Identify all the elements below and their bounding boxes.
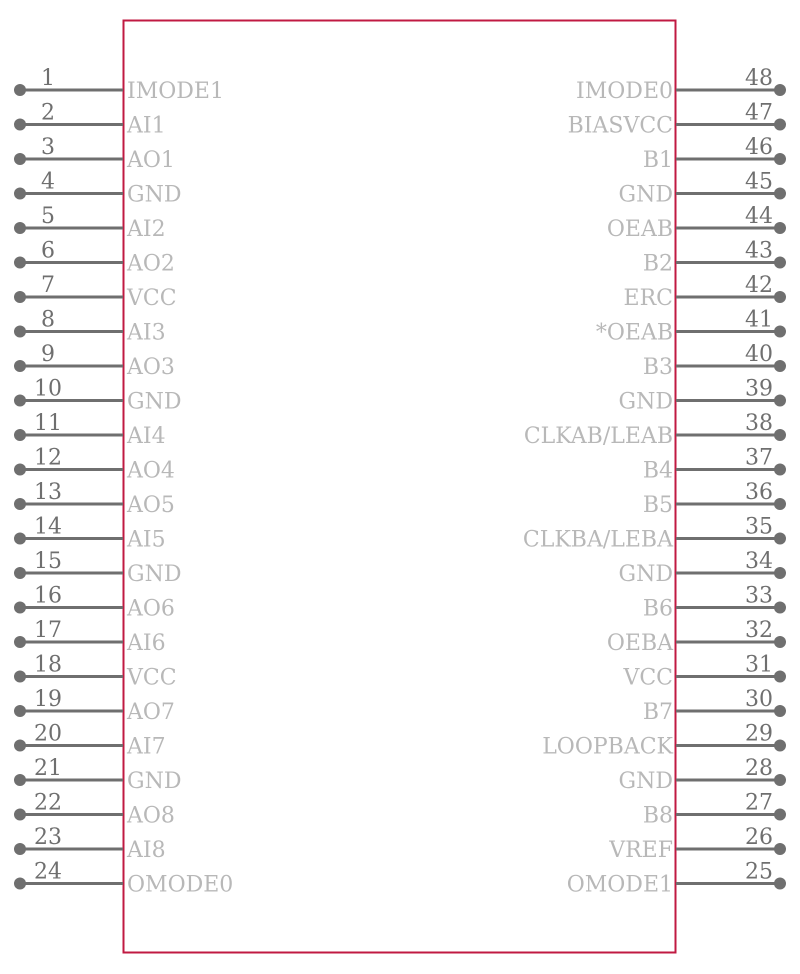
pin-16 bbox=[14, 584, 175, 622]
pin-number: 16 bbox=[34, 583, 62, 609]
pin-number: 32 bbox=[745, 618, 773, 643]
pin-44 bbox=[607, 204, 786, 242]
pin-endpoint-dot bbox=[774, 464, 786, 476]
pin-name: CLKBA/LEBA bbox=[522, 527, 673, 553]
pin-number: 42 bbox=[745, 273, 773, 298]
pin-34 bbox=[619, 549, 786, 587]
pin-endpoint-dot bbox=[14, 464, 26, 476]
pin-number: 47 bbox=[745, 100, 773, 126]
pin-number: 37 bbox=[745, 445, 773, 471]
pin-endpoint-dot bbox=[14, 84, 26, 96]
pin-endpoint-dot bbox=[14, 153, 26, 165]
pin-endpoint-dot bbox=[14, 567, 26, 579]
pin-20 bbox=[14, 722, 166, 760]
pin-endpoint-dot bbox=[14, 188, 26, 200]
pin-2 bbox=[14, 101, 166, 139]
pin-number: 31 bbox=[745, 652, 773, 678]
pin-name: GND bbox=[127, 562, 182, 587]
pin-name: AI2 bbox=[127, 217, 166, 242]
pin-name: ERC bbox=[623, 286, 673, 311]
pin-name: AO1 bbox=[127, 148, 175, 173]
pin-endpoint-dot bbox=[14, 809, 26, 821]
pin-42 bbox=[624, 273, 786, 311]
pin-number: 10 bbox=[34, 376, 62, 402]
pin-number: 17 bbox=[34, 618, 62, 643]
pin-name: GND bbox=[127, 182, 182, 208]
pin-number: 44 bbox=[745, 204, 773, 229]
pin-number: 22 bbox=[34, 790, 62, 816]
pin-33 bbox=[643, 584, 786, 622]
pin-number: 9 bbox=[41, 342, 55, 367]
pin-endpoint-dot bbox=[14, 705, 26, 717]
pin-41 bbox=[596, 308, 786, 346]
pin-47 bbox=[568, 101, 786, 139]
pin-12 bbox=[14, 446, 175, 484]
pin-endpoint-dot bbox=[774, 705, 786, 717]
pin-endpoint-dot bbox=[774, 326, 786, 338]
pin-number: 34 bbox=[745, 549, 773, 574]
pin-name: B1 bbox=[642, 148, 673, 173]
pin-endpoint-dot bbox=[774, 533, 786, 545]
pin-11 bbox=[14, 411, 166, 449]
pin-32 bbox=[607, 618, 786, 656]
pin-number: 38 bbox=[745, 411, 773, 436]
pin-endpoint-dot bbox=[774, 188, 786, 200]
pin-number: 2 bbox=[41, 100, 55, 126]
pin-46 bbox=[643, 135, 786, 173]
pin-40 bbox=[643, 342, 786, 380]
pin-name: AI8 bbox=[127, 838, 166, 863]
pin-number: 25 bbox=[745, 859, 773, 885]
pin-endpoint-dot bbox=[774, 498, 786, 510]
pin-name: VREF bbox=[609, 838, 673, 863]
pin-name: LOOPBACK bbox=[542, 734, 673, 760]
pin-35 bbox=[523, 515, 786, 553]
pin-number: 29 bbox=[745, 721, 773, 747]
pin-6 bbox=[14, 239, 175, 277]
pin-number: 33 bbox=[745, 583, 773, 609]
pin-number: 13 bbox=[34, 480, 62, 505]
pin-endpoint-dot bbox=[14, 671, 26, 683]
pin-37 bbox=[643, 446, 786, 484]
pin-name: AO8 bbox=[127, 803, 175, 829]
pin-endpoint-dot bbox=[774, 84, 786, 96]
pin-endpoint-dot bbox=[14, 222, 26, 234]
pin-23 bbox=[14, 825, 166, 863]
pin-name: B2 bbox=[642, 251, 673, 277]
pin-number: 11 bbox=[34, 411, 62, 436]
pin-number: 5 bbox=[41, 204, 55, 229]
pin-name: AI3 bbox=[127, 320, 166, 346]
pin-name: AI5 bbox=[127, 527, 166, 553]
pin-endpoint-dot bbox=[14, 326, 26, 338]
pin-name: GND bbox=[618, 769, 673, 794]
pin-number: 4 bbox=[41, 169, 55, 195]
pin-endpoint-dot bbox=[774, 843, 786, 855]
pin-number: 45 bbox=[745, 169, 773, 195]
pin-name: B3 bbox=[642, 355, 673, 380]
pin-22 bbox=[14, 791, 175, 829]
pin-endpoint-dot bbox=[774, 740, 786, 752]
pin-endpoint-dot bbox=[14, 291, 26, 303]
pin-endpoint-dot bbox=[774, 809, 786, 821]
pin-endpoint-dot bbox=[774, 671, 786, 683]
pin-name: AO2 bbox=[127, 251, 175, 277]
pin-number: 30 bbox=[745, 687, 773, 712]
pin-number: 15 bbox=[34, 549, 62, 574]
pin-name: AO5 bbox=[127, 493, 175, 518]
pin-endpoint-dot bbox=[774, 395, 786, 407]
pin-name: GND bbox=[127, 389, 182, 415]
pin-19 bbox=[14, 687, 175, 725]
pin-36 bbox=[643, 480, 786, 518]
pin-endpoint-dot bbox=[14, 360, 26, 372]
pin-name: B6 bbox=[642, 596, 673, 622]
pin-endpoint-dot bbox=[774, 222, 786, 234]
pin-29 bbox=[542, 722, 786, 760]
pin-endpoint-dot bbox=[774, 119, 786, 131]
pin-endpoint-dot bbox=[774, 878, 786, 890]
pin-name: CLKAB/LEAB bbox=[523, 424, 673, 449]
pin-name: OMODE0 bbox=[127, 872, 234, 898]
pin-name: VCC bbox=[127, 286, 177, 311]
pin-39 bbox=[619, 377, 786, 415]
pin-number: 12 bbox=[34, 445, 62, 471]
pin-43 bbox=[643, 239, 786, 277]
pin-number: 27 bbox=[745, 790, 773, 816]
pin-number: 3 bbox=[41, 135, 55, 160]
pin-endpoint-dot bbox=[14, 498, 26, 510]
pin-endpoint-dot bbox=[774, 602, 786, 614]
pin-endpoint-dot bbox=[14, 740, 26, 752]
pin-number: 14 bbox=[34, 514, 62, 540]
pin-30 bbox=[643, 687, 786, 725]
pin-number: 28 bbox=[745, 756, 773, 781]
pin-endpoint-dot bbox=[14, 774, 26, 786]
pin-name: OMODE1 bbox=[566, 872, 673, 898]
pin-4 bbox=[14, 170, 181, 208]
pin-name: OEAB bbox=[606, 217, 673, 242]
pin-endpoint-dot bbox=[774, 429, 786, 441]
pin-number: 8 bbox=[41, 307, 55, 333]
pin-13 bbox=[14, 480, 175, 518]
pin-28 bbox=[619, 756, 786, 794]
pin-number: 41 bbox=[745, 307, 773, 333]
pins-right-group bbox=[523, 66, 786, 898]
pin-name: VCC bbox=[127, 665, 177, 691]
pin-endpoint-dot bbox=[14, 878, 26, 890]
pin-name: AI1 bbox=[127, 113, 166, 139]
pin-name: AI4 bbox=[127, 424, 166, 449]
pin-endpoint-dot bbox=[774, 636, 786, 648]
pin-45 bbox=[619, 170, 786, 208]
pin-endpoint-dot bbox=[14, 395, 26, 407]
pin-name: AO6 bbox=[127, 596, 175, 622]
pin-name: GND bbox=[127, 769, 182, 794]
pin-number: 40 bbox=[745, 342, 773, 367]
pin-9 bbox=[14, 342, 175, 380]
pin-15 bbox=[14, 549, 181, 587]
pin-number: 18 bbox=[34, 652, 62, 678]
pin-endpoint-dot bbox=[14, 257, 26, 269]
pin-38 bbox=[524, 411, 786, 449]
pin-number: 1 bbox=[41, 66, 55, 91]
pin-endpoint-dot bbox=[14, 843, 26, 855]
pin-27 bbox=[643, 791, 786, 829]
pin-7 bbox=[14, 273, 177, 311]
pin-5 bbox=[14, 204, 166, 242]
pin-name: GND bbox=[618, 562, 673, 587]
pin-name: AO4 bbox=[127, 458, 175, 484]
pin-name: GND bbox=[618, 182, 673, 208]
pin-endpoint-dot bbox=[14, 636, 26, 648]
pin-name: IMODE1 bbox=[127, 79, 224, 104]
pin-number: 24 bbox=[34, 859, 62, 885]
pin-endpoint-dot bbox=[14, 602, 26, 614]
pin-number: 46 bbox=[745, 135, 773, 160]
pin-number: 36 bbox=[745, 480, 773, 505]
pin-31 bbox=[622, 653, 786, 691]
pin-name: IMODE0 bbox=[576, 79, 673, 104]
pin-name: AO3 bbox=[127, 355, 175, 380]
pin-number: 21 bbox=[34, 756, 62, 781]
pin-14 bbox=[14, 515, 166, 553]
pin-name: *OEAB bbox=[595, 320, 673, 346]
pin-name: B4 bbox=[642, 458, 673, 484]
pin-name: B8 bbox=[642, 803, 673, 829]
pin-number: 48 bbox=[745, 66, 773, 91]
ic-body-outline bbox=[124, 21, 676, 953]
pin-3 bbox=[14, 135, 175, 173]
pin-name: B5 bbox=[642, 493, 673, 518]
pin-18 bbox=[14, 653, 177, 691]
pin-8 bbox=[14, 308, 166, 346]
pin-number: 26 bbox=[745, 825, 773, 850]
pin-number: 35 bbox=[745, 514, 773, 540]
pin-name: AO7 bbox=[127, 700, 175, 725]
pin-endpoint-dot bbox=[14, 533, 26, 545]
pin-10 bbox=[14, 377, 181, 415]
pin-name: BIASVCC bbox=[567, 113, 673, 139]
pin-name: AI6 bbox=[127, 631, 166, 656]
pin-number: 6 bbox=[41, 238, 55, 264]
pin-endpoint-dot bbox=[774, 257, 786, 269]
pin-17 bbox=[14, 618, 166, 656]
pin-21 bbox=[14, 756, 181, 794]
pin-endpoint-dot bbox=[774, 153, 786, 165]
pin-number: 43 bbox=[745, 238, 773, 264]
pin-name: VCC bbox=[623, 665, 673, 691]
pin-endpoint-dot bbox=[14, 429, 26, 441]
pin-number: 39 bbox=[745, 376, 773, 402]
pin-endpoint-dot bbox=[774, 567, 786, 579]
pin-number: 20 bbox=[34, 721, 62, 747]
pin-endpoint-dot bbox=[774, 291, 786, 303]
pin-number: 7 bbox=[41, 273, 55, 298]
pin-number: 19 bbox=[34, 687, 62, 712]
pin-26 bbox=[608, 825, 786, 863]
pin-name: B7 bbox=[642, 700, 673, 725]
pin-number: 23 bbox=[34, 825, 62, 850]
pin-endpoint-dot bbox=[774, 360, 786, 372]
pin-name: OEBA bbox=[606, 631, 673, 656]
pin-endpoint-dot bbox=[14, 119, 26, 131]
pin-name: GND bbox=[618, 389, 673, 415]
pin-1 bbox=[14, 66, 224, 104]
pin-endpoint-dot bbox=[774, 774, 786, 786]
pin-48 bbox=[576, 66, 786, 104]
pin-name: AI7 bbox=[127, 734, 166, 760]
